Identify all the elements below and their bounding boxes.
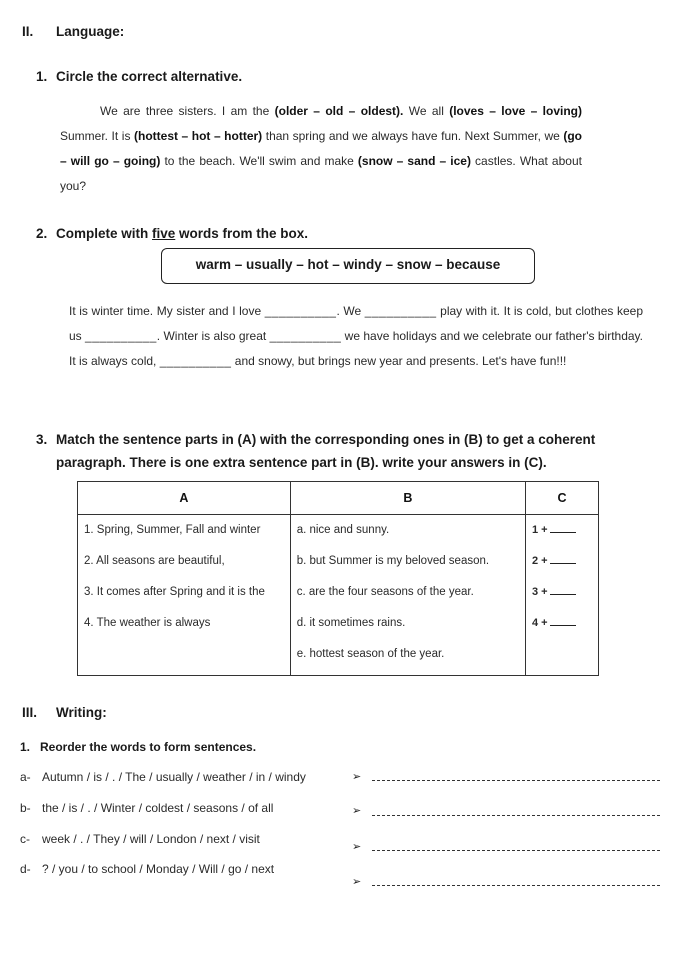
fill-blank[interactable]: __________ [264, 304, 337, 318]
answer-line[interactable] [372, 779, 660, 781]
answer-blank[interactable] [550, 584, 576, 595]
task-2-paragraph [69, 299, 643, 374]
choice-group[interactable]: (loves – love – loving) [449, 104, 582, 118]
task-title: Circle the correct alternative. [56, 69, 243, 84]
task-title: words from the box. [175, 226, 309, 241]
answer-label: 2 + [532, 555, 548, 567]
part-a-item: 4. The weather is always [84, 617, 211, 629]
section-heading-language [22, 24, 124, 39]
reorder-task-heading [20, 740, 256, 754]
column-a-cell [78, 515, 291, 676]
task-3-heading [36, 428, 626, 474]
text: . We [336, 304, 365, 318]
answer-label: 1 + [532, 524, 548, 536]
scrambled-words: week / . / They / will / London / next / visit [42, 832, 260, 846]
text: It is winter time. My sister and I love [69, 304, 265, 318]
answer-blank[interactable] [550, 615, 576, 626]
part-b-item: c. are the four seasons of the year. [296, 586, 474, 598]
part-a-item: 2. All seasons are beautiful, [84, 555, 225, 567]
column-header-a: A [78, 482, 291, 515]
answer-label: 3 + [532, 586, 548, 598]
fill-blank[interactable]: __________ [159, 354, 232, 368]
column-b-cell [290, 515, 525, 676]
text: and snowy, but brings new year and presents. Let's have fun!!! [231, 354, 567, 368]
column-header-c: C [526, 482, 599, 515]
text: than spring and we always have fun. Next Summer, we [262, 129, 564, 143]
fill-blank[interactable]: __________ [364, 304, 437, 318]
scrambled-words: ? / you / to school / Monday / Will / go / next [42, 862, 275, 876]
part-a-item: 3. It comes after Spring and it is the [84, 586, 265, 598]
text: We all [403, 104, 450, 118]
arrow-bullet-icon: ➢ [352, 841, 362, 853]
task-number: 2. [36, 226, 48, 241]
item-letter: b- [20, 801, 31, 815]
item-letter: d- [20, 862, 31, 876]
text: . Winter is also great [156, 329, 270, 343]
choice-group[interactable]: (go – will go – going) [60, 129, 582, 168]
fill-blank[interactable]: __________ [269, 329, 342, 343]
text: play with it. It is cold, but clothes keep us [69, 304, 643, 343]
task-title: Complete with [56, 226, 153, 241]
item-letter: a- [20, 770, 31, 784]
arrow-bullet-icon: ➢ [352, 876, 362, 888]
task-number: 1. [36, 69, 48, 84]
task-2-heading [36, 226, 308, 241]
section-title: Language: [56, 24, 125, 39]
scrambled-words: Autumn / is / . / The / usually / weather / in / windy [42, 770, 306, 784]
answer-blank[interactable] [550, 553, 576, 564]
task-number: 1. [20, 740, 31, 754]
task-title-emphasis: five [152, 226, 176, 241]
reorder-item [20, 832, 260, 846]
answer-blank[interactable] [550, 522, 576, 533]
part-b-item: d. it sometimes rains. [296, 617, 406, 629]
answer-row [532, 519, 592, 550]
answer-row [532, 612, 592, 643]
reorder-item [20, 801, 273, 815]
matching-table [77, 481, 599, 676]
scrambled-words: the / is / . / Winter / coldest / seasons / of all [42, 801, 274, 815]
task-title: Reorder the words to form sentences. [40, 740, 257, 754]
word-box: warm – usually – hot – windy – snow – because [161, 248, 535, 284]
task-title: Match the sentence parts in (A) with the corresponding ones in (B) to get a coherent paragraph. There is one extra sentence part in (B). write your answers in (C). [56, 432, 596, 470]
part-b-item: e. hottest season of the year. [296, 648, 445, 660]
answer-line[interactable] [372, 884, 660, 886]
part-a-item: 1. Spring, Summer, Fall and winter [84, 524, 261, 536]
text: to the beach. We'll swim and make [160, 154, 358, 168]
text: we have holidays and we celebrate our father's birthday. It is always cold, [69, 329, 644, 368]
task-1-paragraph [60, 99, 582, 199]
text: castles. What about you? [60, 154, 582, 193]
column-c-cell [526, 515, 599, 676]
column-header-b: B [290, 482, 525, 515]
answer-label: 4 + [532, 617, 548, 629]
arrow-bullet-icon: ➢ [352, 771, 362, 783]
answer-row [532, 550, 592, 581]
answer-line[interactable] [372, 849, 660, 851]
task-number: 3. [36, 432, 48, 447]
section-title: Writing: [56, 705, 107, 720]
part-b-item: a. nice and sunny. [296, 524, 390, 536]
task-1-heading [36, 69, 242, 84]
arrow-bullet-icon: ➢ [352, 805, 362, 817]
choice-group[interactable]: (hottest – hot – hotter) [134, 129, 263, 143]
part-b-item: b. but Summer is my beloved season. [296, 555, 490, 567]
section-numeral: III. [22, 705, 38, 720]
reorder-item [20, 770, 306, 784]
section-numeral: II. [22, 24, 34, 39]
answer-row [532, 581, 592, 612]
section-heading-writing [22, 705, 107, 720]
reorder-item [20, 862, 274, 876]
item-letter: c- [20, 832, 30, 846]
choice-group[interactable]: (snow – sand – ice) [357, 154, 471, 168]
choice-group[interactable]: (older – old – oldest). [274, 104, 404, 118]
fill-blank[interactable]: __________ [85, 329, 157, 343]
text: We are three sisters. I am the [100, 104, 275, 118]
answer-line[interactable] [372, 814, 660, 816]
text: Summer. It is [60, 129, 134, 143]
